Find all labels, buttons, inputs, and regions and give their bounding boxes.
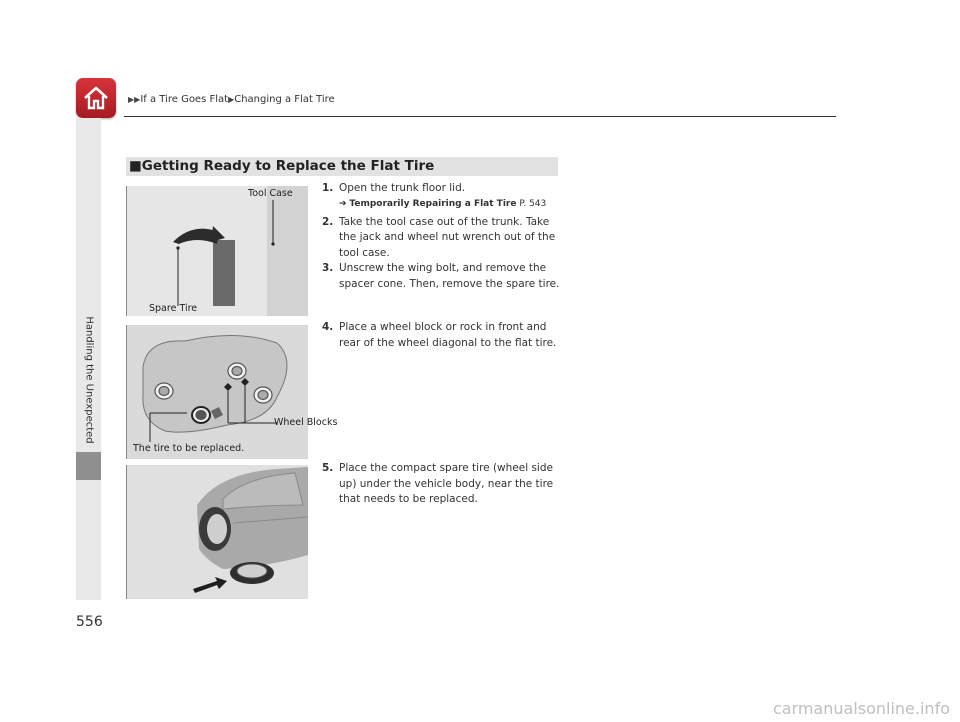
home-icon xyxy=(82,84,110,112)
step-3: 3. Unscrew the wing bolt, and remove the spacer cone. Then, remove the spare tire. xyxy=(322,262,560,290)
breadcrumb xyxy=(128,94,335,105)
spare-tire-label: Spare Tire xyxy=(149,303,198,314)
wheel-blocks-label: Wheel Blocks xyxy=(274,417,338,428)
spare-under-car-illustration xyxy=(127,465,308,599)
watermark: carmanualsonline.info xyxy=(772,699,950,718)
tire-to-replace-label: The tire to be replaced. xyxy=(133,443,245,454)
chapter-tab-marker[interactable] xyxy=(76,452,101,480)
step-4: 4. Place a wheel block or rock in front and rear of the wheel diagonal to the flat tire. xyxy=(322,321,557,349)
chapter-label: Handling the Unexpected xyxy=(83,316,95,444)
spare-under-car-figure xyxy=(126,465,308,599)
reference-arrow-icon: ➔ xyxy=(339,198,347,209)
wheel-block-illustration xyxy=(127,325,338,459)
tool-case-label: Tool Case xyxy=(248,188,293,199)
breadcrumb-item-flat-tire[interactable]: If a Tire Goes Flat xyxy=(140,94,229,105)
breadcrumb-arrow-icon: ▶▶ xyxy=(128,95,141,104)
breadcrumb-item-changing-tire[interactable]: Changing a Flat Tire xyxy=(234,94,335,105)
trunk-illustration xyxy=(127,186,308,316)
wheel-block-figure xyxy=(126,325,338,459)
header-divider xyxy=(124,116,836,117)
page-number: 556 xyxy=(76,614,103,630)
steps-block-3 xyxy=(322,461,562,508)
section-title: ■Getting Ready to Replace the Flat Tire xyxy=(129,158,435,174)
step-2: 2. Take the tool case out of the trunk. Take the jack and wheel nut wrench out of the tool case. xyxy=(322,215,556,259)
cross-reference-link[interactable]: ➔ Temporarily Repairing a Flat Tire P. 543 xyxy=(339,198,547,209)
section-marker-icon: ■ xyxy=(129,158,142,174)
trunk-figure xyxy=(126,186,308,316)
steps-block-1 xyxy=(322,181,562,292)
step-5: 5. Place the compact spare tire (wheel side up) under the vehicle body, near the tire that needs to be replaced. xyxy=(322,462,554,505)
steps-block-2 xyxy=(322,320,562,351)
breadcrumb-arrow-icon: ▶ xyxy=(228,95,235,104)
step-1: 1. Open the trunk floor lid. xyxy=(322,182,466,194)
home-button[interactable] xyxy=(76,78,116,118)
